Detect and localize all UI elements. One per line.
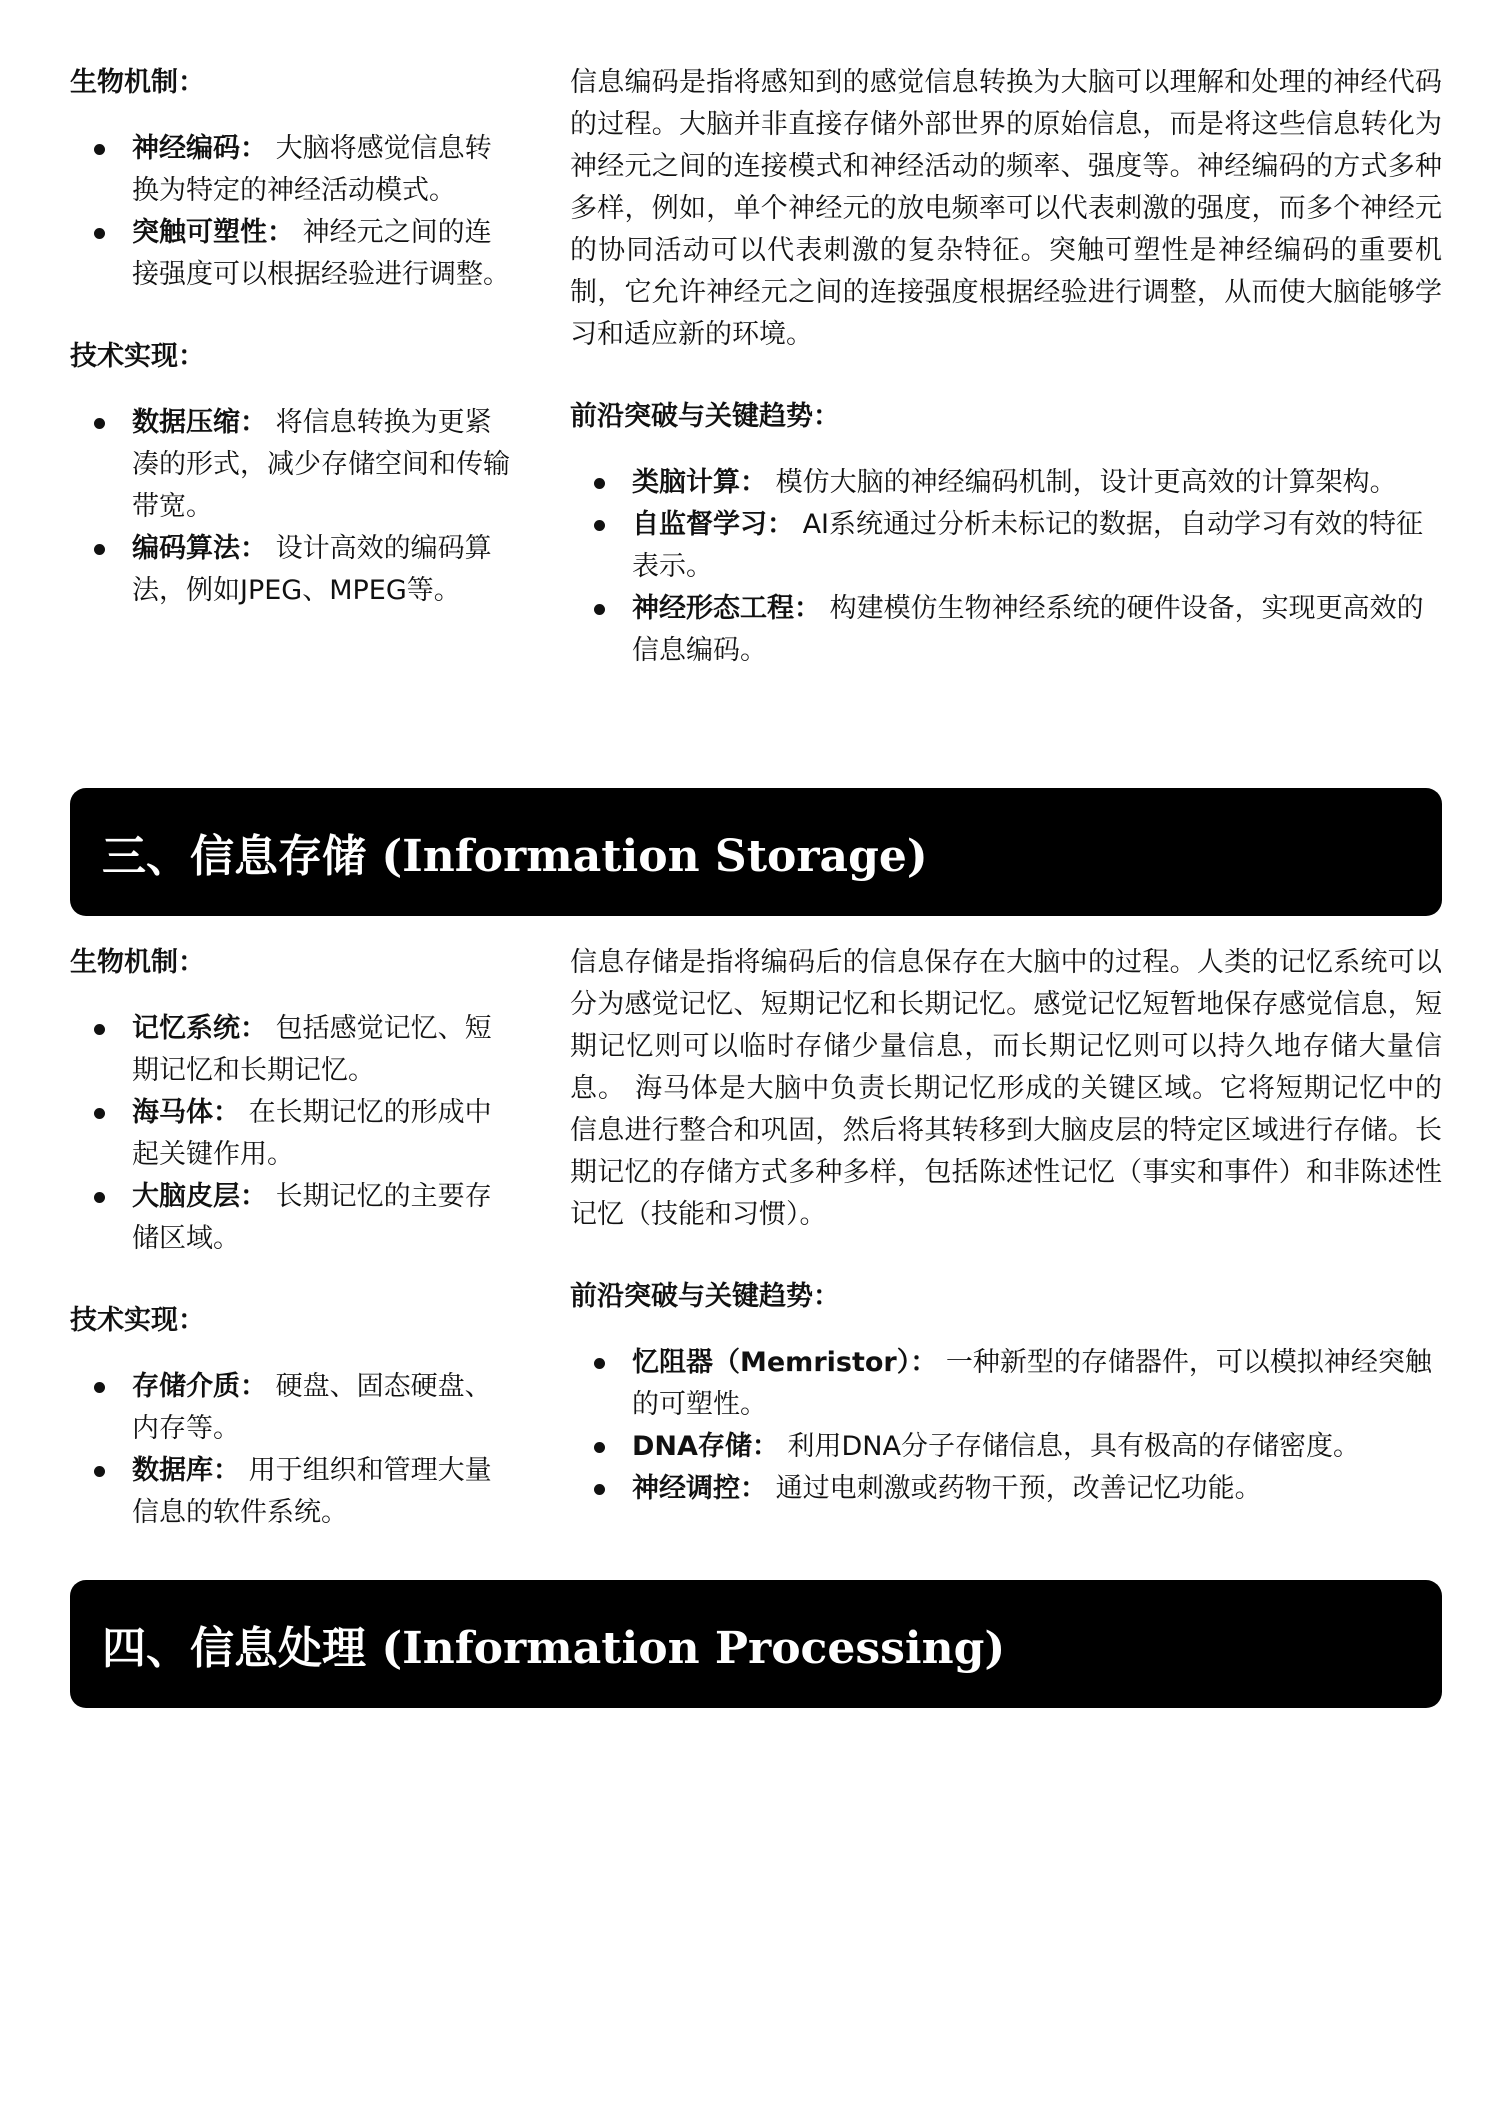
list-item (70, 1092, 510, 1176)
item-term: 数据库： (132, 1455, 240, 1486)
storage-paragraph: 信息存储是指将编码后的信息保存在大脑中的过程。人类的记忆系统可以分为感觉记忆、短期记忆和长期记忆。感觉记忆短暂地保存感觉信息，短期记忆则可以临时存储少量信息，而长期记忆则可以持久地存储大量信息。 海马体是大脑中负责长期记忆形成的关键区域。它将短期记忆中的信息进行整合和巩固，然后将其转移到大脑皮层的特定区域进行存储。长期记忆的存储方式多种多样，包括陈述性记忆（事实和事件）和非陈述性记忆（技能和习惯）。 (570, 947, 1442, 1230)
item-term: 自监督学习： (632, 509, 794, 540)
item-desc: 利用DNA分子存储信息，具有极高的存储密度。 (778, 1431, 1360, 1462)
list-item (70, 1008, 510, 1092)
item-term: DNA存储： (632, 1431, 779, 1462)
list-item (70, 402, 510, 528)
tech-implementation-list (70, 402, 510, 612)
section-title: 三、信息存储 (Information Storage) (102, 831, 928, 882)
encoding-right-column (570, 62, 1442, 712)
list-item (570, 1426, 1442, 1468)
item-term: 类脑计算： (632, 467, 767, 498)
bio-mechanism-list (70, 128, 510, 296)
encoding-paragraph: 信息编码是指将感知到的感觉信息转换为大脑可以理解和处理的神经代码的过程。大脑并非直接存储外部世界的原始信息，而是将这些信息转化为神经元之间的连接模式和神经活动的频率、强度等。神经编码的方式多种多样，例如，单个神经元的放电频率可以代表刺激的强度，而多个神经元的协同活动可以代表刺激的复杂特征。突触可塑性是神经编码的重要机制，它允许神经元之间的连接强度根据经验进行调整，从而使大脑能够学习和适应新的环境。 (570, 67, 1442, 350)
item-desc: 用于组织和管理大量信息的软件系统。 (132, 1455, 492, 1528)
bio-mechanism-list (70, 1008, 510, 1260)
list-item (70, 212, 510, 296)
section-title: 四、信息处理 (Information Processing) (102, 1623, 1006, 1674)
item-desc: 在长期记忆的形成中起关键作用。 (132, 1097, 492, 1170)
item-desc: 将信息转换为更紧凑的形式，减少存储空间和传输带宽。 (132, 407, 510, 522)
section-processing-banner (70, 1580, 1442, 1708)
encoding-left-column (70, 62, 510, 712)
item-term: 海马体： (132, 1097, 240, 1128)
item-desc: 硬盘、固态硬盘、内存等。 (132, 1371, 492, 1444)
section-storage-banner (70, 788, 1442, 916)
trends-heading: 前沿突破与关键趋势： (570, 401, 840, 432)
item-desc: 大脑将感觉信息转换为特定的神经活动模式。 (132, 133, 492, 206)
list-item (70, 1366, 510, 1450)
list-item (70, 1176, 510, 1260)
item-term: 大脑皮层： (132, 1181, 267, 1212)
item-term: 数据压缩： (132, 407, 267, 438)
item-term: 记忆系统： (132, 1013, 267, 1044)
item-desc: 包括感觉记忆、短期记忆和长期记忆。 (132, 1013, 492, 1086)
storage-left-column (70, 942, 510, 1574)
list-item (70, 128, 510, 212)
item-term: 存储介质： (132, 1371, 267, 1402)
item-desc: 模仿大脑的神经编码机制，设计更高效的计算架构。 (767, 467, 1397, 498)
tech-implementation-list (70, 1366, 510, 1534)
item-desc: 构建模仿生物神经系统的硬件设备，实现更高效的信息编码。 (632, 593, 1424, 666)
item-term: 忆阻器（Memristor）： (632, 1347, 938, 1378)
list-item (70, 1450, 510, 1534)
list-item (570, 462, 1442, 504)
list-item (570, 504, 1442, 588)
item-desc: 神经元之间的连接强度可以根据经验进行调整。 (132, 217, 510, 290)
item-desc: 长期记忆的主要存储区域。 (132, 1181, 492, 1254)
item-term: 神经形态工程： (632, 593, 821, 624)
bio-mechanism-heading: 生物机制： (70, 67, 205, 98)
storage-right-column (570, 942, 1442, 1574)
trends-heading: 前沿突破与关键趋势： (570, 1281, 840, 1312)
item-term: 突触可塑性： (132, 217, 294, 248)
item-desc: AI系统通过分析未标记的数据，自动学习有效的特征表示。 (632, 509, 1424, 582)
trends-list (570, 462, 1442, 672)
bio-mechanism-heading: 生物机制： (70, 947, 205, 978)
section-encoding-content (70, 62, 1442, 712)
tech-implementation-heading: 技术实现： (70, 1305, 205, 1336)
item-term: 神经调控： (632, 1473, 767, 1504)
trends-list (570, 1342, 1442, 1510)
item-term: 编码算法： (132, 533, 267, 564)
item-term: 神经编码： (132, 133, 267, 164)
tech-implementation-heading: 技术实现： (70, 341, 205, 372)
list-item (70, 528, 510, 612)
item-desc: 一种新型的存储器件，可以模拟神经突触的可塑性。 (632, 1347, 1432, 1420)
list-item (570, 1468, 1442, 1510)
list-item (570, 588, 1442, 672)
section-storage-content (70, 942, 1442, 1574)
item-desc: 设计高效的编码算法，例如JPEG、MPEG等。 (132, 533, 492, 606)
item-desc: 通过电刺激或药物干预，改善记忆功能。 (767, 1473, 1262, 1504)
list-item (570, 1342, 1442, 1426)
